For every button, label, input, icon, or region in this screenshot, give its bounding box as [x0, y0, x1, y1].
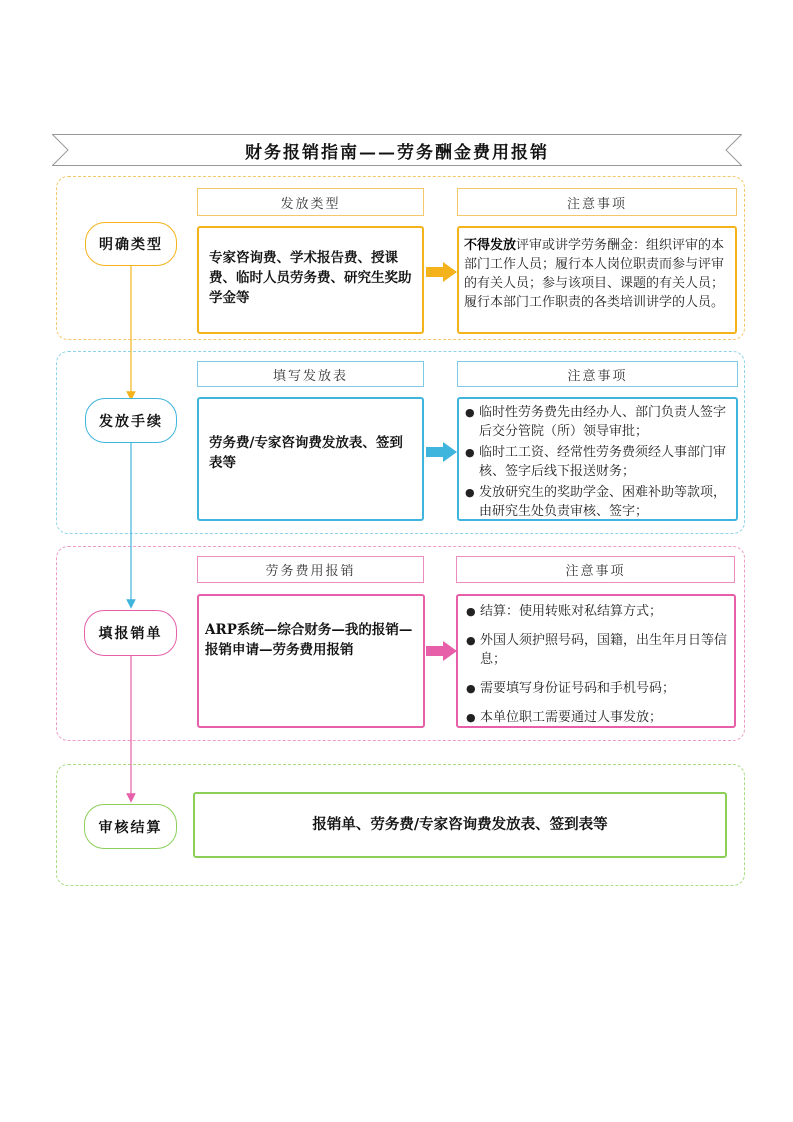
content-forms: [197, 397, 424, 521]
step-2-payment-procedure: [85, 398, 177, 443]
step-label: 明确类型: [99, 237, 163, 253]
header-label: 注意事项: [566, 196, 627, 212]
header-label: 注意事项: [567, 368, 628, 384]
list-item-text: 结算：使用转账对私结算方式；: [480, 604, 663, 619]
header-payment-type: [197, 188, 424, 216]
note-procedure-list: [457, 397, 738, 521]
header-notes-procedure: [457, 361, 738, 387]
bullet-icon: ●: [465, 406, 475, 419]
list-item: [464, 602, 728, 621]
content-text: ARP系统—综合财务—我的报销—报销申请—劳务费用报销: [205, 622, 413, 658]
content-arp-path: [197, 594, 425, 728]
list-item: [463, 443, 730, 481]
header-label: 劳务费用报销: [265, 564, 356, 579]
note-lead: 不得发放: [464, 238, 517, 253]
header-notes-reimbursement: [456, 556, 735, 583]
header-label: 注意事项: [565, 564, 626, 579]
bullet-icon: ●: [465, 446, 475, 459]
header-fill-form: [197, 361, 424, 387]
step-4-audit-settlement: [84, 804, 177, 849]
list-item-text: 本单位职工需要通过人事发放；: [480, 710, 663, 725]
step-label: 填报销单: [98, 626, 163, 642]
step-3-fill-reimbursement: [84, 610, 177, 656]
step-label: 发放手续: [99, 413, 163, 430]
note-prohibited-payments: [457, 226, 737, 334]
page-title: 财务报销指南——劳务酬金费用报销: [245, 142, 549, 163]
list-item-text: 发放研究生的奖助学金、困难补助等款项，由研究生处负责审核、签字；: [479, 485, 727, 519]
bullet-icon: ●: [466, 634, 476, 647]
header-labor-reimbursement: [197, 556, 424, 583]
bullet-icon: ●: [465, 486, 475, 499]
bullet-icon: ●: [466, 682, 476, 695]
content-payment-types: [197, 226, 424, 334]
list-item-text: 需要填写身份证号码和手机号码；: [480, 681, 676, 696]
content-text: 报销单、劳务费/专家咨询费发放表、签到表等: [312, 816, 608, 833]
content-text: 专家咨询费、学术报告费、授课费、临时人员劳务费、研究生奖助学金等: [209, 250, 412, 306]
list-item: [464, 679, 728, 698]
header-label: 发放类型: [280, 196, 341, 212]
content-text: 劳务费/专家咨询费发放表、签到表等: [209, 435, 403, 471]
bullet-icon: ●: [466, 711, 476, 724]
note-reimbursement-list: [456, 594, 736, 728]
list-item: [463, 483, 730, 521]
note-text: 评审或讲学劳务酬金：组织评审的本部门工作人员；履行本人岗位职责而参与评审的有关人员；参与该项目、课题的有关人员；履行本部门工作职责的各类培训讲学的人员。: [464, 238, 725, 310]
header-label: 填写发放表: [272, 368, 348, 384]
step-1-identify-type: [85, 222, 177, 266]
list-item-text: 临时工工资、经常性劳务费须经人事部门审核、签字后线下报送财务；: [479, 445, 727, 479]
header-notes-type: [457, 188, 737, 216]
list-item: [464, 708, 728, 727]
title-banner: [52, 134, 742, 166]
step-label: 审核结算: [98, 819, 163, 836]
list-item: [464, 631, 728, 669]
list-item-text: 外国人须护照号码，国籍，出生年月日等信息；: [480, 633, 728, 667]
list-item: [463, 403, 730, 441]
list-item-text: 临时性劳务费先由经办人、部门负责人签字后交分管院（所）领导审批；: [479, 405, 727, 439]
content-settlement-documents: [193, 792, 727, 858]
bullet-icon: ●: [466, 605, 476, 618]
